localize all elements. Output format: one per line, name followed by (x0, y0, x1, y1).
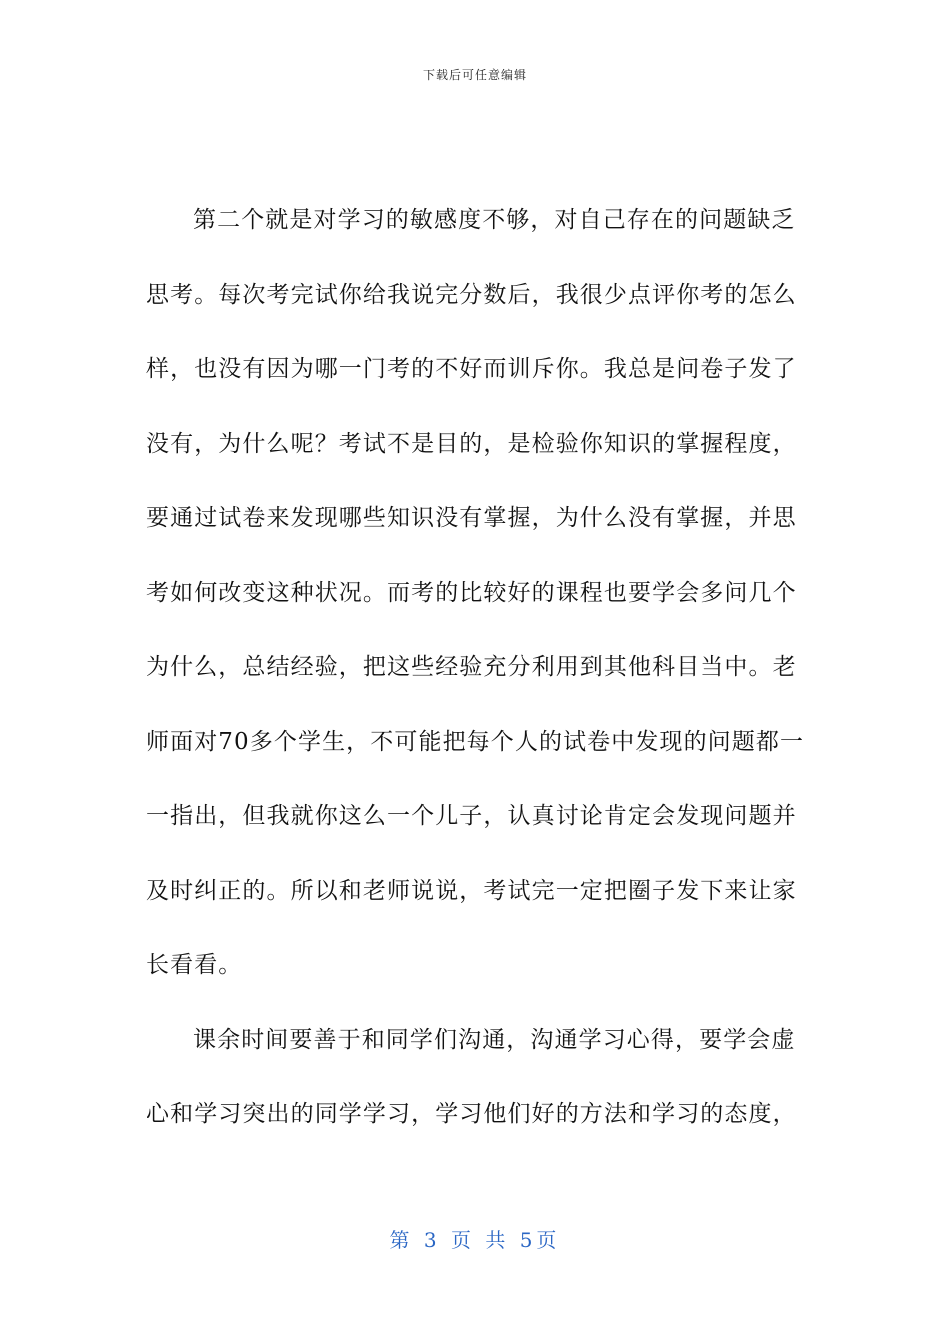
paragraph-1-line-4: 没有，为什么呢？考试不是目的，是检验你知识的掌握程度， (146, 430, 797, 457)
page-number-footer: 第 3 页 共 5页 (389, 1228, 561, 1252)
paragraph-1-line-5: 要通过试卷来发现哪些知识没有掌握，为什么没有掌握，并思 (146, 505, 797, 531)
paragraph-1-line-10: 及时纠正的。所以和老师说说，考试完一定把圈子发下来让家 (146, 877, 797, 904)
paragraph-1-line-1: 第二个就是对学习的敏感度不够，对自己存在的问题缺乏 (193, 207, 796, 233)
document-body (146, 196, 805, 1165)
paragraph-1-line-11: 长看看。 (146, 952, 243, 978)
paragraph-1-line-3: 样，也没有因为哪一门考的不好而训斥你。我总是问卷子发了 (146, 356, 797, 382)
page-header: 下载后可任意编辑 (422, 68, 527, 82)
paragraph-2-line-2: 心和学习突出的同学学习，学习他们好的方法和学习的态度， (146, 1101, 797, 1127)
paragraph-1-line-9: 一指出，但我就你这么一个儿子，认真讨论肯定会发现问题并 (146, 803, 797, 829)
paragraph-1-line-2: 思考。每次考完试你给我说完分数后，我很少点评你考的怎么 (146, 281, 797, 308)
paragraph-1-line-7: 为什么，总结经验，把这些经验充分利用到其他科目当中。老 (146, 654, 797, 680)
paragraph-1-line-8: 师面对70多个学生，不可能把每个人的试卷中发现的问题都一 (146, 728, 805, 755)
paragraph-2-line-1: 课余时间要善于和同学们沟通，沟通学习心得，要学会虚 (193, 1026, 796, 1053)
paragraph-1-line-6: 考如何改变这种状况。而考的比较好的课程也要学会多问几个 (146, 579, 797, 606)
